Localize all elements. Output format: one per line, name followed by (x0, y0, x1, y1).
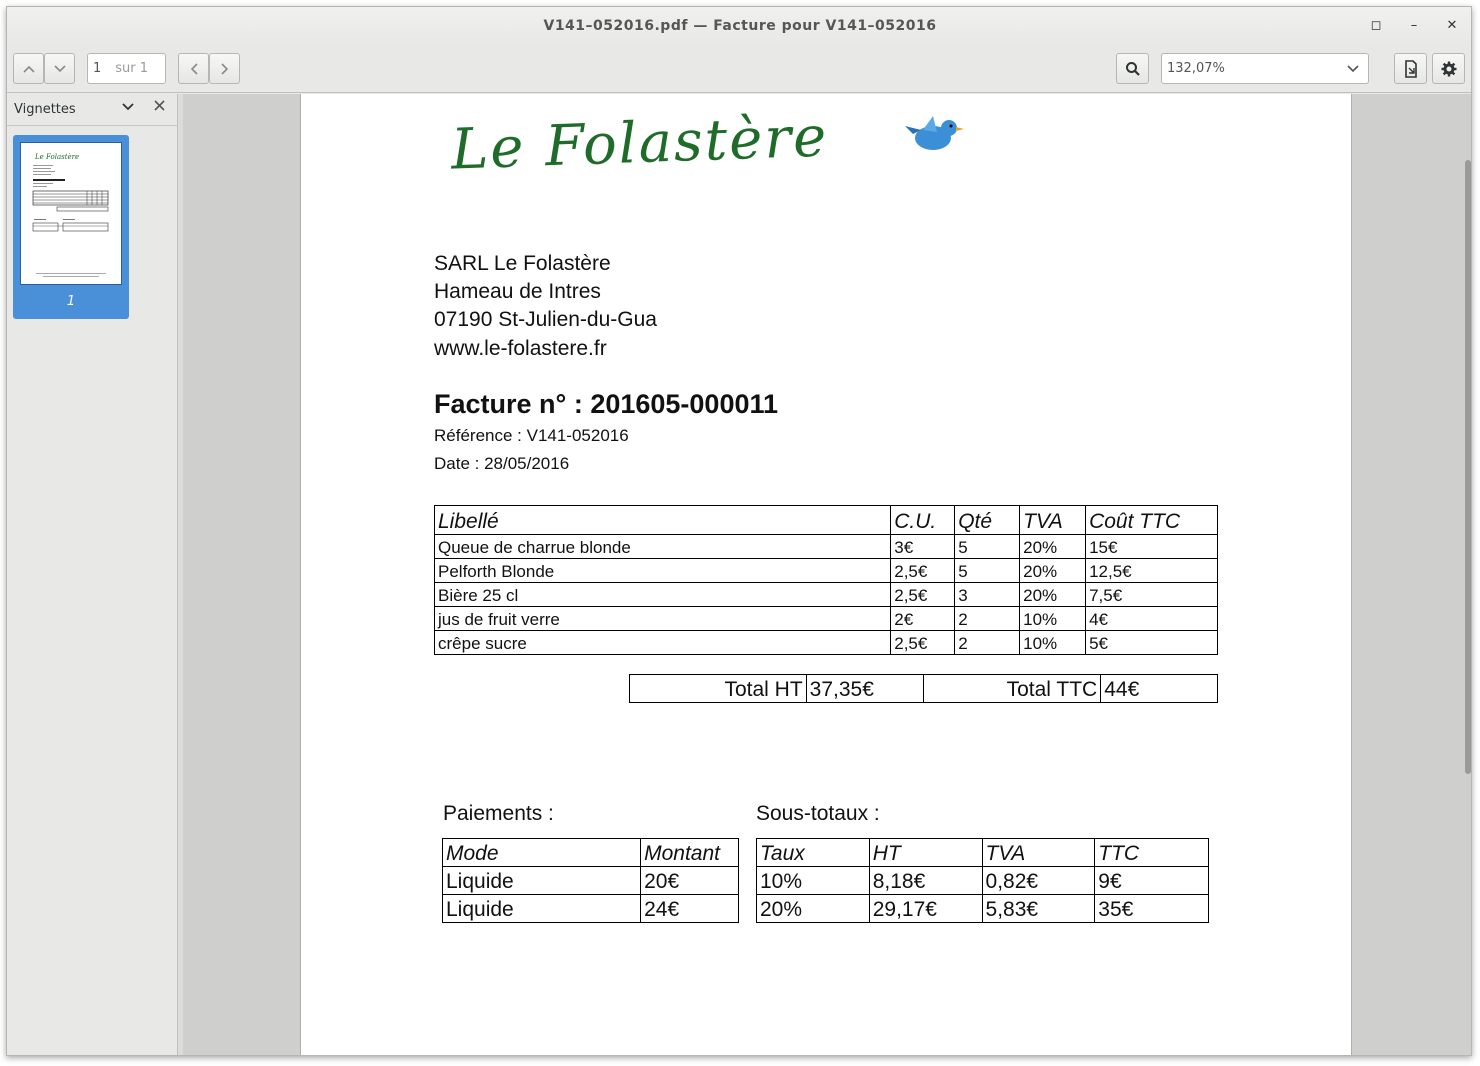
subtotals-title: Sous-totaux : (756, 802, 880, 825)
zoom-select[interactable] (1161, 53, 1369, 84)
total-ttc-label: Total TTC (923, 675, 1101, 703)
document-view[interactable] (183, 94, 1472, 1056)
column-header: TTC (1095, 839, 1209, 867)
pdf-page (300, 94, 1352, 1056)
invoice-title: Facture n° : 201605-000011 (434, 389, 779, 419)
column-header: Montant (641, 839, 739, 867)
document-icon (1403, 60, 1419, 78)
table-cell: Queue de charrue blonde (435, 535, 891, 559)
table-row (757, 895, 1209, 923)
chevron-up-icon (22, 64, 36, 74)
column-header: Libellé (435, 506, 891, 535)
chevron-left-icon (189, 62, 199, 76)
search-button[interactable] (1116, 53, 1149, 84)
column-header: TVA (1020, 506, 1086, 535)
table-cell: 3 (955, 583, 1020, 607)
toolbar (7, 45, 1472, 93)
gear-icon (1441, 61, 1457, 77)
chevron-down-icon (53, 64, 67, 74)
maximize-button[interactable]: ◻ (1370, 18, 1382, 33)
thumbnail-page-image (21, 143, 121, 284)
table-cell: 5,83€ (982, 895, 1095, 923)
table-cell: 2€ (891, 607, 955, 631)
total-ht-label: Total HT (630, 675, 807, 703)
table-cell: 4€ (1086, 607, 1218, 631)
table-cell: 2,5€ (891, 559, 955, 583)
minimize-button[interactable]: – (1410, 18, 1418, 33)
address-line: 07190 St-Julien-du-Gua (434, 308, 657, 331)
table-row (443, 867, 739, 895)
pdf-viewer-window (6, 6, 1472, 1056)
table-cell: jus de fruit verre (435, 607, 891, 631)
table-cell: 35€ (1095, 895, 1209, 923)
chevron-right-icon (220, 62, 230, 76)
payments-title: Paiements : (443, 802, 554, 825)
table-cell: 8,18€ (869, 867, 982, 895)
table-header-row (757, 839, 1209, 867)
close-button[interactable]: ✕ (1446, 18, 1458, 33)
document-properties-button[interactable] (1394, 53, 1427, 84)
website-link: www.le-folastere.fr (434, 337, 607, 360)
table-cell: 5 (955, 535, 1020, 559)
table-cell: 7,5€ (1086, 583, 1218, 607)
table-cell: 5 (955, 559, 1020, 583)
table-row (435, 607, 1218, 631)
column-header: HT (869, 839, 982, 867)
column-header: C.U. (891, 506, 955, 535)
search-icon (1125, 61, 1141, 77)
table-cell: 20% (757, 895, 870, 923)
payments-table (442, 838, 739, 923)
company-logo: Le Folastère (449, 104, 830, 183)
table-cell: 9€ (1095, 867, 1209, 895)
close-sidebar-icon[interactable] (154, 100, 166, 112)
settings-button[interactable] (1432, 53, 1465, 84)
table-header-row (435, 506, 1218, 535)
window-title: V141–052016.pdf — Facture pour V141–052016 (543, 18, 937, 34)
column-header: Taux (757, 839, 870, 867)
invoice-date: Date : 28/05/2016 (434, 454, 570, 473)
table-cell: 20% (1020, 535, 1086, 559)
page-number-input[interactable] (87, 53, 166, 84)
table-cell: Pelforth Blonde (435, 559, 891, 583)
total-ht-value: 37,35€ (806, 675, 923, 703)
next-page-button[interactable] (44, 53, 75, 84)
total-ttc-value: 44€ (1101, 675, 1218, 703)
table-cell: 20€ (641, 867, 739, 895)
table-cell: 12,5€ (1086, 559, 1218, 583)
table-cell: 2 (955, 631, 1020, 655)
table-cell: Liquide (443, 867, 641, 895)
table-header-row (443, 839, 739, 867)
table-cell: 0,82€ (982, 867, 1095, 895)
history-back-button[interactable] (178, 53, 209, 84)
svg-text:Le Folastère: Le Folastère (35, 153, 80, 161)
table-cell: 10% (757, 867, 870, 895)
table-cell: crêpe sucre (435, 631, 891, 655)
bird-logo-icon (903, 112, 965, 160)
table-row (757, 867, 1209, 895)
zoom-value: 132,07% (1167, 61, 1225, 76)
table-cell: 2,5€ (891, 631, 955, 655)
previous-page-button[interactable] (13, 53, 44, 84)
sidebar-header (7, 94, 178, 126)
column-header: Qté (955, 506, 1020, 535)
vertical-scrollbar[interactable] (1465, 160, 1471, 774)
totals-row (630, 675, 1218, 703)
table-cell: Bière 25 cl (435, 583, 891, 607)
table-cell: 5€ (1086, 631, 1218, 655)
table-cell: 2,5€ (891, 583, 955, 607)
table-cell: 24€ (641, 895, 739, 923)
thumbnail-preview (20, 142, 122, 285)
table-cell: 3€ (891, 535, 955, 559)
column-header: TVA (982, 839, 1095, 867)
table-cell: Liquide (443, 895, 641, 923)
table-row (435, 535, 1218, 559)
current-page-value: 1 (93, 61, 102, 76)
history-forward-button[interactable] (209, 53, 240, 84)
table-cell: 10% (1020, 607, 1086, 631)
page-total-label: sur 1 (115, 61, 149, 76)
table-cell: 2 (955, 607, 1020, 631)
invoice-reference: Référence : V141-052016 (434, 426, 629, 445)
column-header: Mode (443, 839, 641, 867)
totals-table (629, 674, 1218, 703)
page-thumbnail[interactable] (13, 135, 129, 319)
table-cell: 10% (1020, 631, 1086, 655)
table-cell: 29,17€ (869, 895, 982, 923)
column-header: Coût TTC (1086, 506, 1218, 535)
table-row (443, 895, 739, 923)
table-row (435, 631, 1218, 655)
table-row (435, 559, 1218, 583)
address-line: Hameau de Intres (434, 280, 601, 303)
subtotals-table (756, 838, 1209, 923)
table-cell: 20% (1020, 583, 1086, 607)
title-bar (7, 7, 1472, 45)
thumbnail-page-number: 1 (66, 294, 76, 309)
chevron-down-icon[interactable] (122, 102, 134, 112)
table-cell: 15€ (1086, 535, 1218, 559)
table-row (435, 583, 1218, 607)
sidebar-title: Vignettes (14, 102, 76, 117)
chevron-down-icon (1346, 59, 1360, 79)
table-cell: 20% (1020, 559, 1086, 583)
sidebar (7, 94, 178, 1056)
items-table (434, 505, 1218, 655)
address-line: SARL Le Folastère (434, 252, 611, 275)
